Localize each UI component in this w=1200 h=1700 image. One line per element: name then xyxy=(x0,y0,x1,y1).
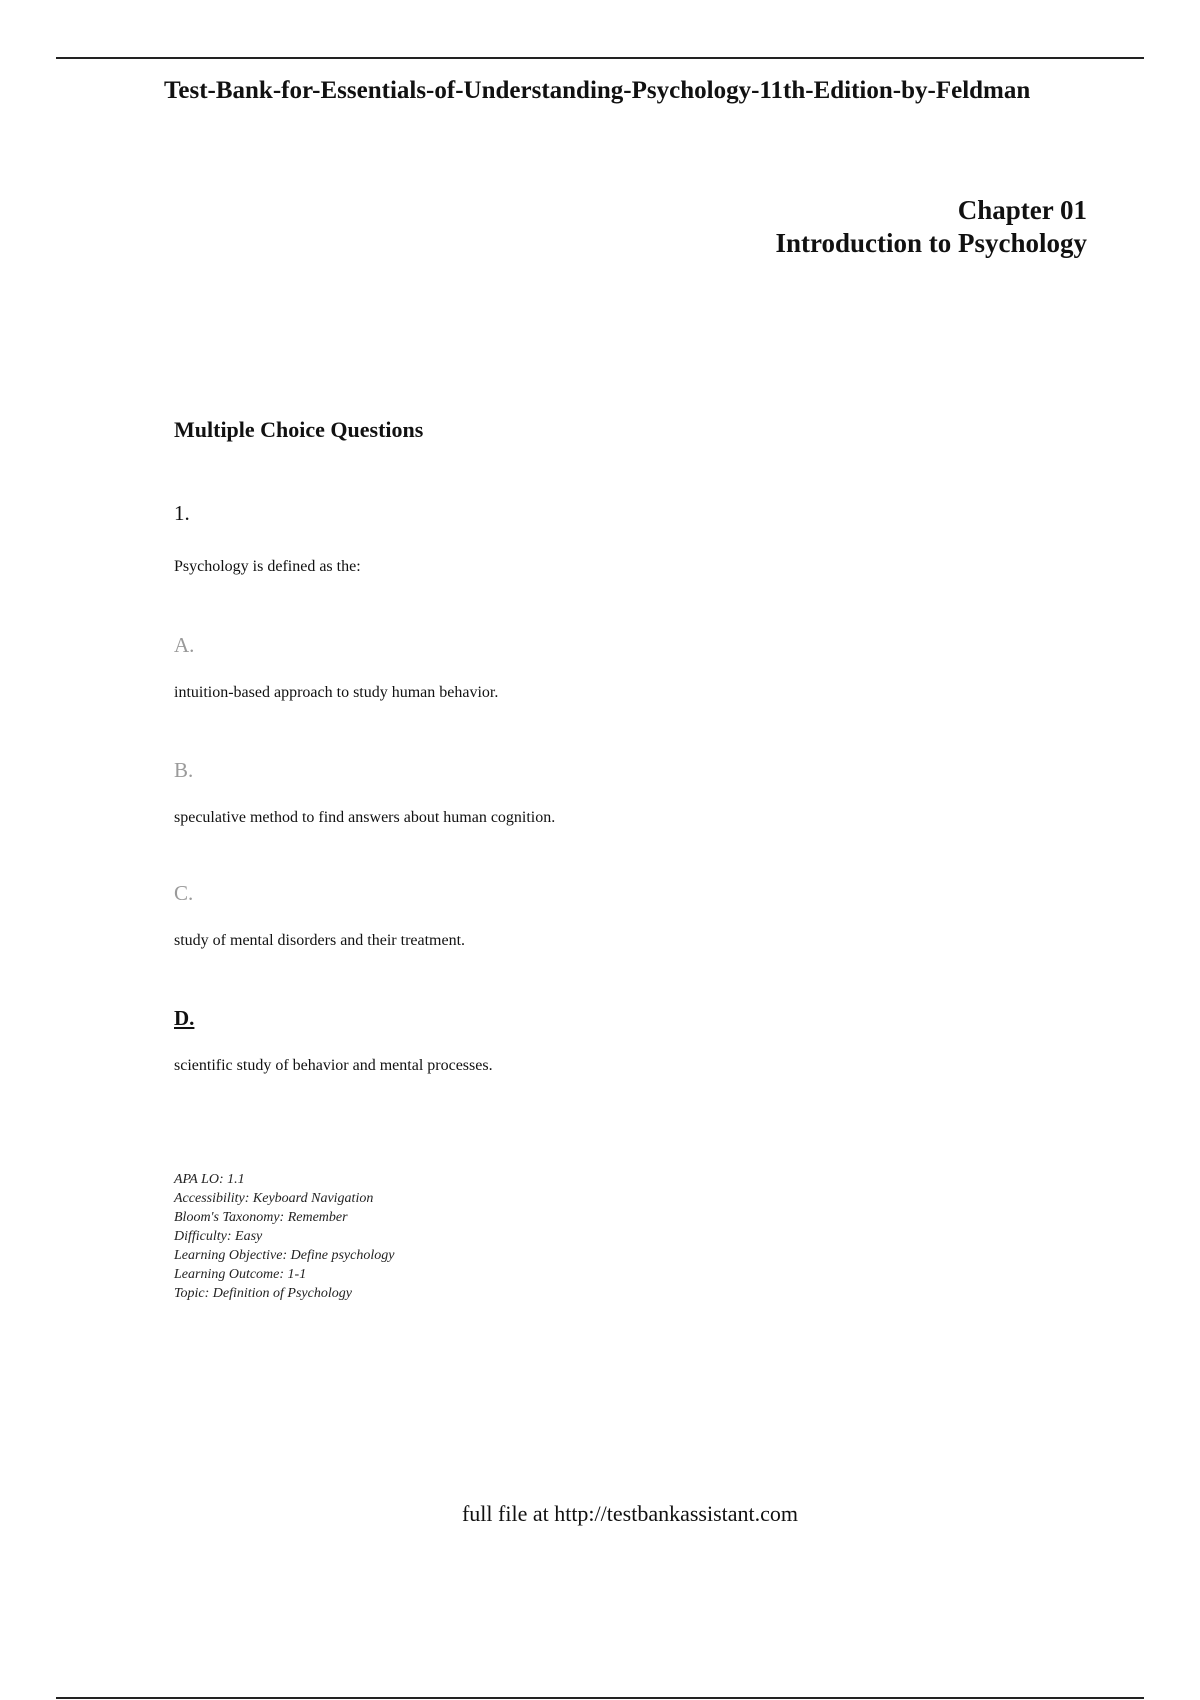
option-a-text: intuition-based approach to study human behavior. xyxy=(174,684,499,701)
chapter-heading xyxy=(775,194,1087,260)
metadata-learning-objective: Learning Objective: Define psychology xyxy=(174,1248,395,1263)
option-d-letter-correct: D. xyxy=(174,1006,195,1030)
metadata-apa-lo: APA LO: 1.1 xyxy=(174,1172,245,1187)
top-rule xyxy=(56,57,1144,59)
metadata-topic: Topic: Definition of Psychology xyxy=(174,1286,352,1301)
option-c-text: study of mental disorders and their treatment. xyxy=(174,932,466,949)
chapter-number: Chapter 01 xyxy=(957,195,1087,225)
option-d-text: scientific study of behavior and mental processes. xyxy=(174,1057,493,1074)
question-number: 1. xyxy=(174,501,190,525)
metadata-learning-outcome: Learning Outcome: 1-1 xyxy=(174,1267,307,1282)
metadata-accessibility: Accessibility: Keyboard Navigation xyxy=(174,1191,374,1206)
metadata-difficulty: Difficulty: Easy xyxy=(174,1229,263,1244)
section-heading: Multiple Choice Questions xyxy=(174,417,424,442)
question-metadata xyxy=(174,1170,394,1303)
option-b-text: speculative method to find answers about human cognition. xyxy=(174,809,556,826)
document-title: Test-Bank-for-Essentials-of-Understanding-Psychology-11th-Edition-by-Feldman xyxy=(164,77,1031,104)
footer-source-link[interactable]: full file at http://testbankassistant.com xyxy=(461,1501,799,1526)
option-a-letter: A. xyxy=(174,633,195,657)
question-text: Psychology is defined as the: xyxy=(174,558,361,575)
metadata-blooms-taxonomy: Bloom's Taxonomy: Remember xyxy=(174,1210,348,1225)
bottom-rule xyxy=(56,1697,1144,1699)
option-b-letter: B. xyxy=(174,758,194,782)
option-c-letter: C. xyxy=(174,881,194,905)
chapter-title: Introduction to Psychology xyxy=(775,228,1087,258)
